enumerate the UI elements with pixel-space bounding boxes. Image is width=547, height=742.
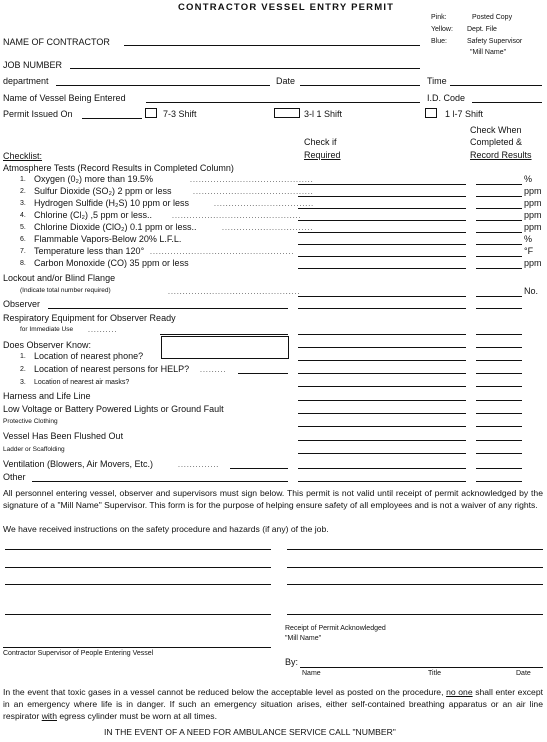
checklist-heading: Checklist: (3, 151, 43, 161)
know-help-result-field[interactable] (476, 373, 522, 374)
shift-3-11-label: 3-l 1 Shift (304, 109, 343, 119)
test-num: 8. (20, 260, 26, 267)
signature-line-right-4[interactable] (287, 614, 543, 615)
flushed-required-field[interactable] (298, 440, 466, 441)
test-sulfur-dioxide-result-field[interactable] (476, 196, 522, 197)
ladder-label: Ladder or Scaffolding (3, 446, 65, 453)
leader-dots: ............................................. (168, 289, 301, 296)
test-num: 4. (20, 212, 26, 219)
know-num: 2. (20, 366, 26, 373)
shift-3-11-checkbox[interactable] (274, 108, 300, 118)
ventilation-field[interactable] (230, 468, 288, 469)
test-chlorine-dioxide-result-field[interactable] (476, 232, 522, 233)
shift-11-7-label: 1 l-7 Shift (445, 109, 484, 119)
job-number-label: JOB NUMBER (3, 60, 63, 70)
permit-issued-on-label: Permit Issued On (3, 109, 73, 119)
respiratory-field[interactable] (160, 334, 288, 335)
sig-name-label: Name (302, 670, 321, 677)
test-num: 1. (20, 176, 26, 183)
name-of-contractor-label: NAME OF CONTRACTOR (3, 37, 110, 47)
leader-dots: .............. (178, 462, 220, 469)
blue-label: Blue: (431, 38, 447, 45)
test-chlorine-dioxide-required-field[interactable] (298, 232, 466, 233)
respiratory-sub-label: for Immediate Use (20, 326, 74, 333)
know-num: 1. (20, 353, 26, 360)
observer-name-field[interactable] (48, 308, 288, 309)
check-when-heading: Check When (470, 125, 522, 135)
know-air-masks-required-field[interactable] (298, 386, 466, 387)
flushed-result-field[interactable] (476, 440, 522, 441)
other-required-field[interactable] (298, 481, 466, 482)
leader-dots: ......... (200, 367, 227, 374)
time-field[interactable] (450, 85, 542, 86)
test-hydrogen-sulfide-label: Hydrogen Sulfide (H₂S) 10 ppm or less (34, 198, 190, 208)
permit-issued-on-field[interactable] (82, 118, 142, 119)
respiratory-label: Respiratory Equipment for Observer Ready (3, 313, 176, 323)
test-oxygen-label: Oxygen (0₂) more than 19.5% (34, 174, 154, 184)
test-carbon-monoxide-required-field[interactable] (298, 268, 466, 269)
time-label: Time (427, 76, 447, 86)
lockout-result-field[interactable] (476, 296, 522, 297)
ventilation-required-field[interactable] (298, 468, 466, 469)
ventilation-label: Ventilation (Blowers, Air Movers, Etc.) (3, 459, 154, 469)
completed-heading: Completed & (470, 137, 523, 147)
emergency-statement (3, 686, 543, 722)
know-air-masks-label: Location of nearest air masks? (34, 379, 130, 386)
leader-dots: ................................................. (150, 249, 295, 256)
emergency-text-c: egress cylinder must be worn at all times. (59, 711, 217, 721)
shift-11-7-checkbox[interactable] (425, 108, 437, 118)
test-num: 7. (20, 248, 26, 255)
yellow-value: Dept. File (467, 26, 497, 33)
ladder-required-field[interactable] (298, 453, 466, 454)
blue-value: Safety Supervisor (467, 38, 523, 45)
record-results-heading: Record Results (470, 150, 532, 160)
ladder-result-field[interactable] (476, 453, 522, 454)
test-num: 3. (20, 200, 26, 207)
test-carbon-monoxide-label: Carbon Monoxide (CO) 35 ppm or less (34, 258, 189, 268)
know-phone-result-field[interactable] (476, 360, 522, 361)
shift-7-3-checkbox[interactable] (145, 108, 157, 118)
instructions-statement: We have received instructions on the safety procedure and hazards (if any) of the job. (3, 524, 329, 534)
sig-title-label: Title (428, 670, 441, 677)
test-unit: °F (524, 246, 534, 256)
test-temperature-result-field[interactable] (476, 256, 522, 257)
department-field[interactable] (56, 85, 270, 86)
pink-label: Pink: (431, 14, 447, 21)
does-observer-know-label: Does Observer Know: (3, 340, 92, 350)
shift-7-3-label: 7-3 Shift (163, 109, 197, 119)
protective-clothing-required-field[interactable] (298, 426, 466, 427)
know-air-masks-result-field[interactable] (476, 386, 522, 387)
know-help-label: Location of nearest persons for HELP? (34, 364, 190, 374)
test-hydrogen-sulfide-result-field[interactable] (476, 208, 522, 209)
test-sulfur-dioxide-label: Sulfur Dioxide (SO₂) 2 ppm or less (34, 186, 172, 196)
test-unit: ppm (524, 258, 542, 268)
observer-know-box[interactable] (161, 336, 289, 359)
lockout-sub-label: (Indicate total number required) (20, 287, 111, 294)
blue-value-mill: "Mill Name" (470, 49, 507, 56)
id-code-field[interactable] (472, 102, 542, 103)
ambulance-notice: IN THE EVENT OF A NEED FOR AMBULANCE SERVICE CALL "NUMBER" (104, 727, 396, 737)
emergency-with: with (41, 711, 57, 721)
leader-dots: ............................... (222, 225, 314, 232)
signature-line-left-2[interactable] (5, 567, 271, 568)
harness-required-field[interactable] (298, 400, 466, 401)
vessel-name-label: Name of Vessel Being Entered (3, 93, 126, 103)
other-result-field[interactable] (476, 481, 522, 482)
pink-value: Posted Copy (472, 14, 513, 21)
test-unit: ppm (524, 186, 542, 196)
test-num: 6. (20, 236, 26, 243)
signature-line-right-3[interactable] (287, 584, 543, 585)
test-num: 5. (20, 224, 26, 231)
test-oxygen-result-field[interactable] (476, 184, 522, 185)
observer-know-result-field[interactable] (476, 347, 522, 348)
know-phone-label: Location of nearest phone? (34, 351, 144, 361)
test-unit: ppm (524, 210, 542, 220)
contractor-supervisor-label: Contractor Supervisor of People Entering Vessel (3, 650, 154, 657)
by-label: By: (285, 657, 299, 667)
test-flammable-label: Flammable Vapors-Below 20% L.F.L. (34, 234, 182, 244)
respiratory-required-field[interactable] (298, 334, 466, 335)
test-carbon-monoxide-result-field[interactable] (476, 268, 522, 269)
test-oxygen-required-field[interactable] (298, 184, 466, 185)
contractor-supervisor-line[interactable] (3, 647, 271, 648)
lockout-required-field[interactable] (298, 296, 466, 297)
test-flammable-result-field[interactable] (476, 244, 522, 245)
department-label: department (3, 76, 49, 86)
test-unit: % (524, 174, 533, 184)
harness-result-field[interactable] (476, 400, 522, 401)
test-chlorine-label: Chlorine (Cl₂) ,5 ppm or less.. (34, 210, 153, 220)
observer-label: Observer (3, 299, 41, 309)
low-voltage-label: Low Voltage or Battery Powered Lights or Ground Fault (3, 404, 224, 414)
observer-know-required-field[interactable] (298, 347, 466, 348)
leader-dots: .......................................... (190, 177, 314, 184)
form-title: CONTRACTOR VESSEL ENTRY PERMIT (178, 2, 395, 13)
id-code-label: I.D. Code (427, 93, 466, 103)
leader-dots: .................................. (214, 201, 315, 208)
other-label: Other (3, 472, 26, 482)
test-temperature-label: Temperature less than 120° (34, 246, 145, 256)
name-of-contractor-field[interactable] (124, 45, 420, 46)
lockout-unit: No. (524, 286, 539, 296)
check-if-heading: Check if (304, 137, 337, 147)
low-voltage-required-field[interactable] (298, 413, 466, 414)
atmosphere-tests-label: Atmosphere Tests (Record Results in Completed Column) (3, 163, 234, 173)
leader-dots: .......... (88, 327, 118, 334)
signature-line-right-2[interactable] (287, 567, 543, 568)
protective-clothing-label: Protective Clothing (3, 418, 58, 425)
respiratory-result-field[interactable] (476, 334, 522, 335)
required-heading: Required (304, 150, 341, 160)
leader-dots: ............................................ (172, 213, 302, 220)
emergency-no-one: no one (446, 687, 473, 697)
harness-label: Harness and Life Line (3, 391, 91, 401)
low-voltage-result-field[interactable] (476, 413, 522, 414)
signature-line-left-4[interactable] (5, 614, 271, 615)
know-help-required-field[interactable] (298, 373, 466, 374)
test-unit: ppm (524, 198, 542, 208)
receipt-mill-name: "Mill Name" (285, 635, 322, 642)
test-flammable-required-field[interactable] (298, 244, 466, 245)
emergency-text-a: In the event that toxic gases in a vessel cannot be reduced below the acceptable level as posted on the procedure, (3, 687, 444, 697)
observer-result-field[interactable] (476, 308, 522, 309)
test-num: 2. (20, 188, 26, 195)
date-field[interactable] (300, 85, 420, 86)
permit-statement: All personnel entering vessel, observer and supervisors must sign below. This permit is not valid until receipt of permit acknowledged by the signature of a "Mill Name" Supervisor. This form is for the purpose of helping ensure safety of all employees and is not a waiver of any rights. (3, 488, 543, 510)
signature-line-right-1[interactable] (287, 549, 543, 550)
test-sulfur-dioxide-required-field[interactable] (298, 196, 466, 197)
receipt-label: Receipt of Permit Acknowledged (285, 625, 386, 632)
test-temperature-required-field[interactable] (298, 256, 466, 257)
emergency-text-b: shall enter except in an emergency where life is in danger. If such an emergency situation arises, either self-contained breathing apparatus or an air line respirator (3, 687, 543, 721)
know-num: 3. (20, 379, 26, 386)
lockout-label: Lockout and/or Blind Flange (3, 273, 116, 283)
leader-dots: ......................................... (193, 189, 314, 196)
observer-required-field[interactable] (298, 308, 466, 309)
signature-line-left-3[interactable] (5, 584, 271, 585)
date-label: Date (276, 76, 296, 86)
know-phone-required-field[interactable] (298, 360, 466, 361)
sig-date-label: Date (516, 670, 531, 677)
test-chlorine-required-field[interactable] (298, 220, 466, 221)
test-chlorine-dioxide-label: Chlorine Dioxide (ClO₂) 0.1 ppm or less.. (34, 222, 197, 232)
vessel-name-field[interactable] (146, 102, 420, 103)
test-unit: % (524, 234, 533, 244)
know-help-field[interactable] (238, 373, 288, 374)
test-chlorine-result-field[interactable] (476, 220, 522, 221)
yellow-label: Yellow: (431, 26, 453, 33)
test-unit: ppm (524, 222, 542, 232)
ventilation-result-field[interactable] (476, 468, 522, 469)
flushed-label: Vessel Has Been Flushed Out (3, 431, 124, 441)
job-number-field[interactable] (70, 68, 420, 69)
protective-clothing-result-field[interactable] (476, 426, 522, 427)
by-signature-line[interactable] (300, 667, 543, 668)
other-field[interactable] (32, 481, 288, 482)
signature-line-left-1[interactable] (5, 549, 271, 550)
test-hydrogen-sulfide-required-field[interactable] (298, 208, 466, 209)
